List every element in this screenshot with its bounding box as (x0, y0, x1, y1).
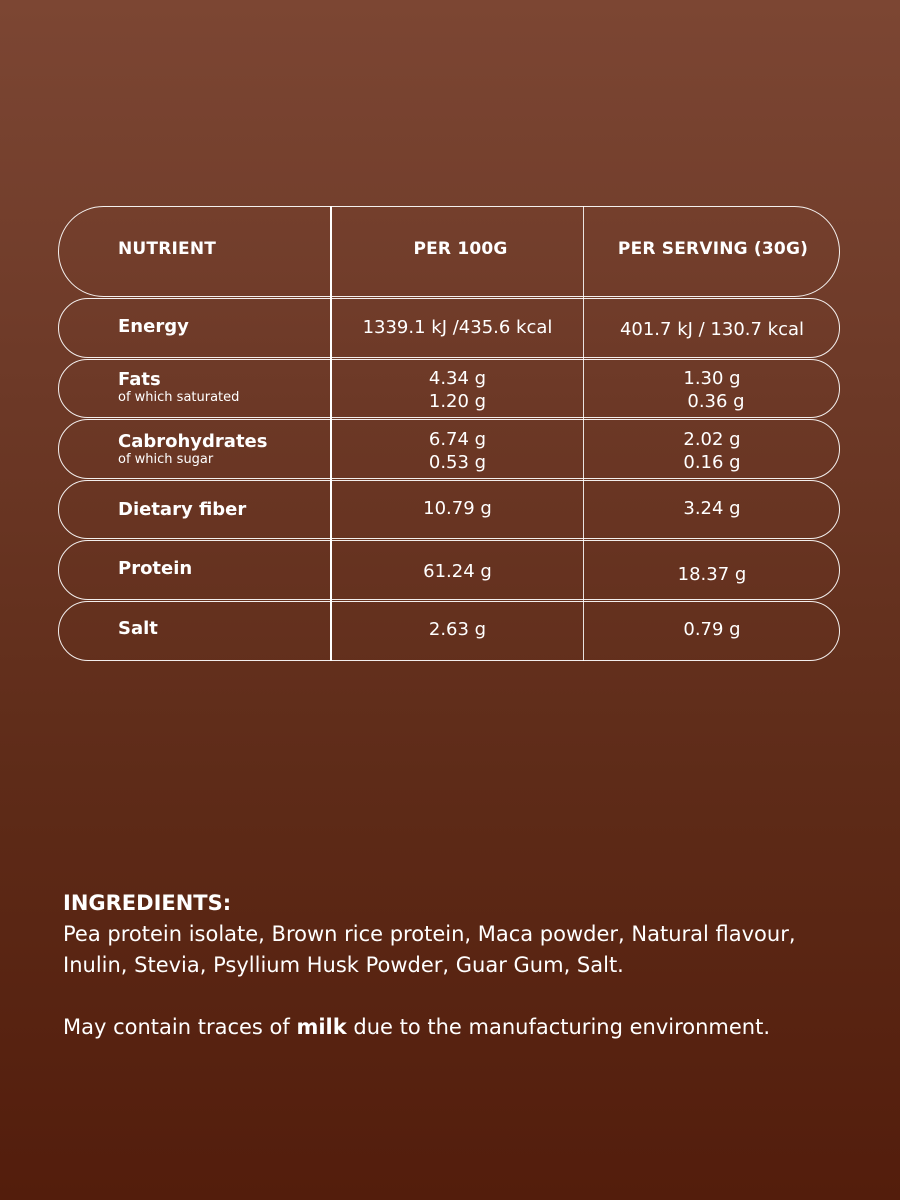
fats-total-per-serving: 1.30 g (683, 368, 741, 389)
nutrient-name-fats (118, 370, 239, 405)
nutrient-name-protein: Protein (118, 558, 193, 579)
header-per-100g: PER 100G (413, 239, 508, 259)
nutrient-name-salt: Salt (118, 618, 158, 639)
carbohydrates-total-per-serving: 2.02 g (683, 429, 741, 450)
allergen-warning (63, 1012, 863, 1043)
salt-per-100g: 2.63 g (428, 619, 487, 640)
header-per-serving: PER SERVING (30G) (617, 239, 809, 259)
nutrient-name-dietary-fiber: Dietary fiber (118, 499, 247, 520)
carbohydrates-sugar-per-serving: 0.16 g (683, 452, 741, 473)
salt-per-serving: 0.79 g (683, 619, 741, 640)
carbohydrates-sub-label: of which sugar (118, 452, 214, 467)
fats-total-per-100g: 4.34 g (428, 368, 487, 389)
carbohydrates-sugar-per-100g: 0.53 g (428, 452, 487, 473)
protein-per-100g: 61.24 g (423, 561, 492, 582)
fats-saturated-per-100g: 1.20 g (428, 391, 487, 412)
ingredients-section (63, 888, 863, 981)
fats-label: Fats (118, 369, 161, 390)
nutrient-name-energy: Energy (118, 316, 189, 337)
ingredients-line-2: Inulin, Stevia, Psyllium Husk Powder, Guar Gum, Salt. (63, 953, 624, 977)
fats-per-100g (332, 367, 583, 413)
fats-saturated-per-serving: 0.36 g (687, 391, 745, 412)
dietary-fiber-per-serving: 3.24 g (683, 498, 741, 519)
ingredients-line-1: Pea protein isolate, Brown rice protein, Maca powder, Natural flavour, (63, 922, 796, 946)
fats-sub-label: of which saturated (118, 390, 240, 405)
nutrient-name-carbohydrates (118, 432, 267, 467)
warning-text-after: due to the manufacturing environment. (346, 1015, 771, 1039)
ingredients-title: INGREDIENTS: (63, 891, 232, 915)
warning-text-before: May contain traces of (63, 1015, 297, 1039)
carbohydrates-per-100g (332, 428, 583, 474)
energy-per-100g: 1339.1 kJ /435.6 kcal (362, 317, 553, 338)
carbohydrates-label: Cabrohydrates (118, 431, 268, 452)
carbohydrates-per-serving (584, 428, 840, 474)
carbohydrates-total-per-100g: 6.74 g (428, 429, 487, 450)
header-nutrient: NUTRIENT (118, 239, 217, 259)
dietary-fiber-per-100g: 10.79 g (423, 498, 492, 519)
protein-per-serving: 18.37 g (677, 564, 747, 585)
energy-per-serving: 401.7 kJ / 130.7 kcal (619, 319, 805, 340)
fats-per-serving (584, 367, 840, 413)
warning-allergen: milk (296, 1015, 347, 1039)
